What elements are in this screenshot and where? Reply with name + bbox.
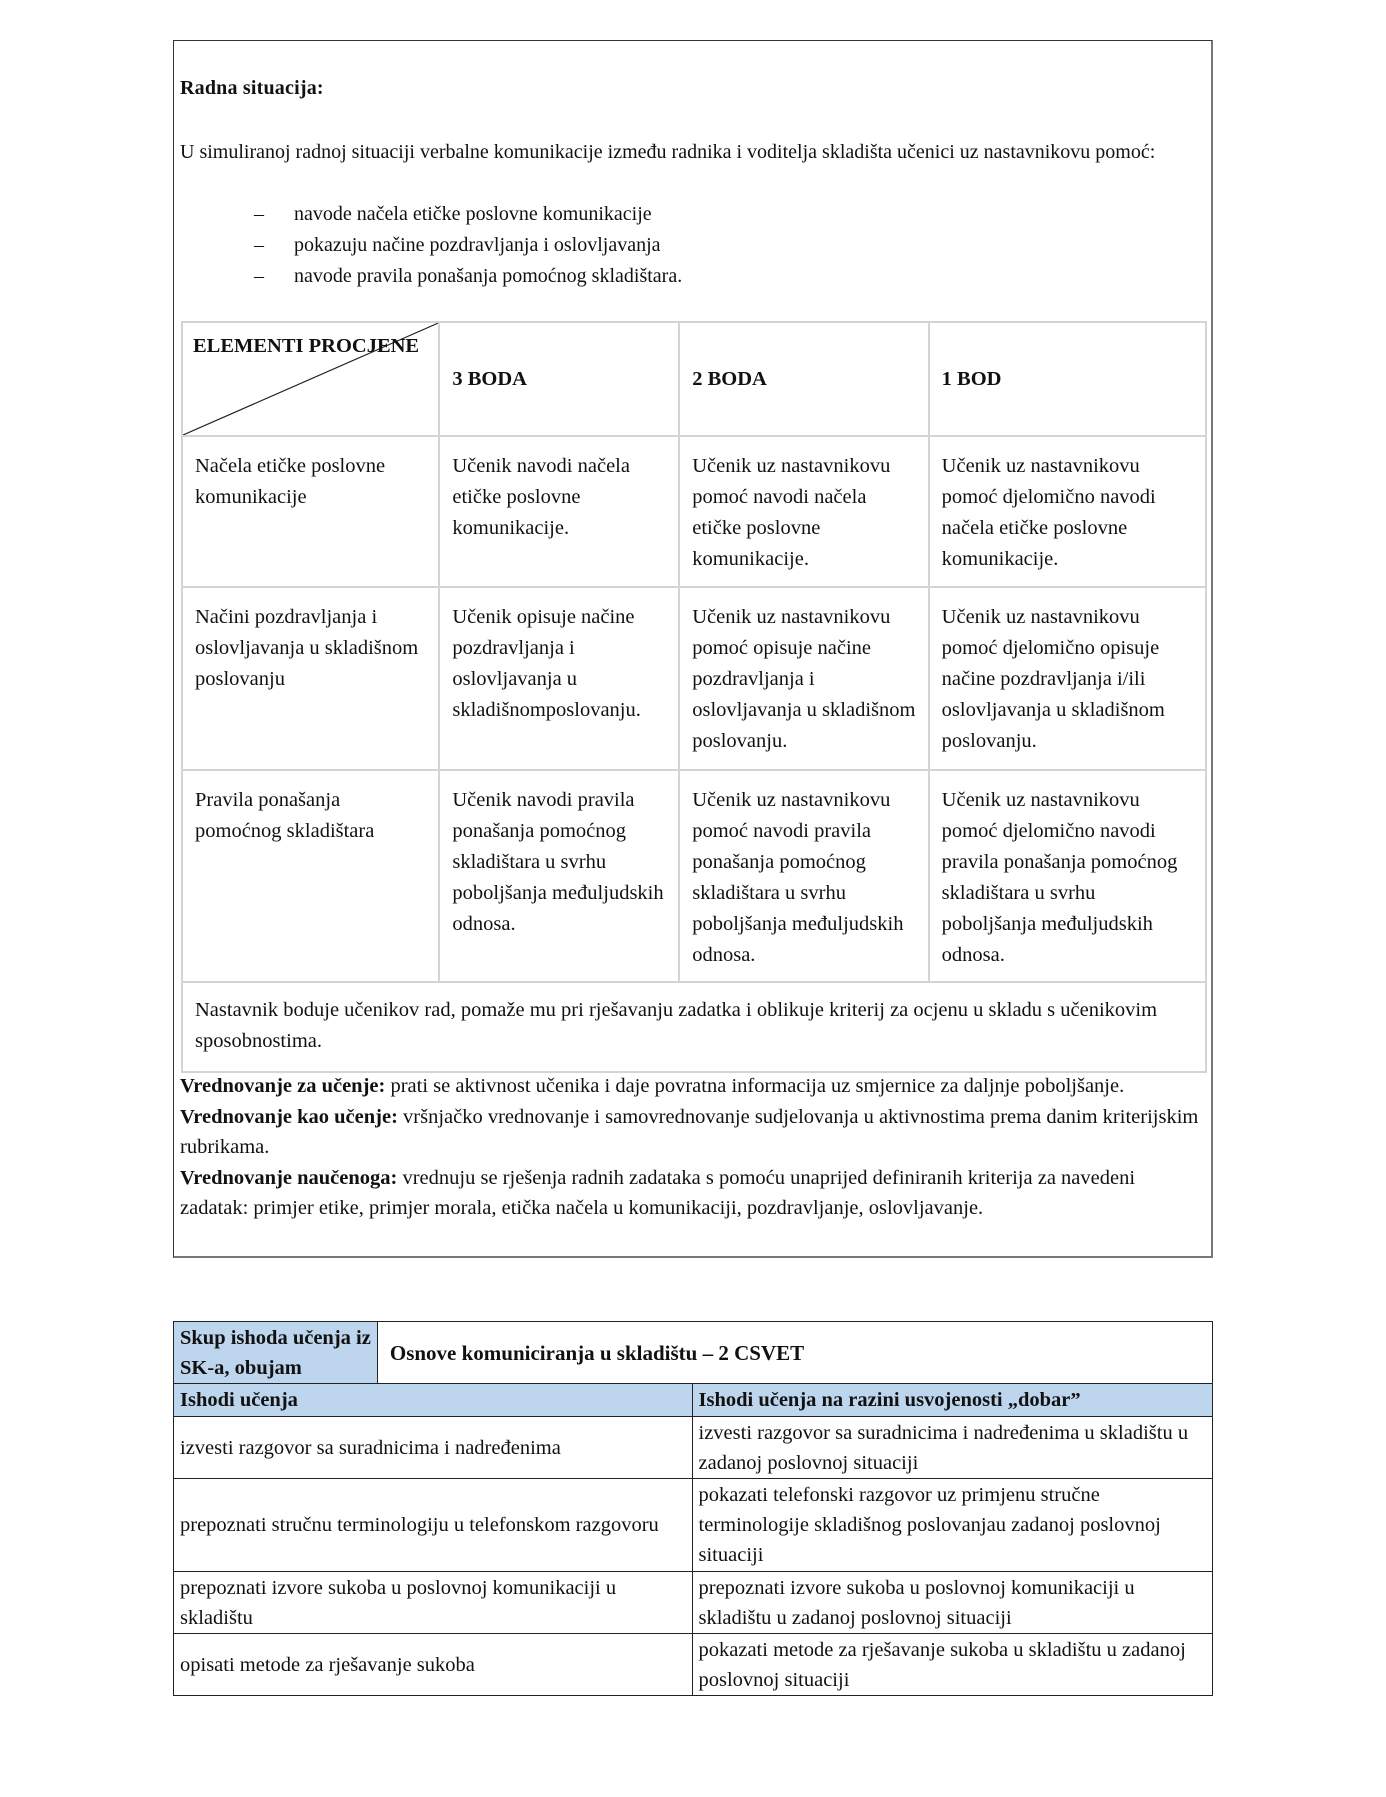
- rubric-row: [182, 770, 1206, 982]
- rubric-cell: Učenik uz nastavnikovu pomoć navodi pravila ponašanja pomoćnog skladištara u svrhu poboljšanja međuljudskih odnosa.: [679, 770, 928, 982]
- rubric-element: Pravila ponašanja pomoćnog skladištara: [182, 770, 439, 982]
- outcomes-set-label: Skup ishoda učenja iz SK-a, obujam: [174, 1322, 378, 1384]
- work-situation-box: [173, 40, 1213, 1258]
- rubric-note-row: [182, 982, 1206, 1072]
- rubric-row: [182, 587, 1206, 770]
- rubric-col-header: 3 BODA: [439, 322, 679, 436]
- rubric-element: Načini pozdravljanja i oslovljavanja u skladišnom poslovanju: [182, 587, 439, 770]
- dash-bullet-icon: –: [254, 265, 264, 287]
- outcomes-row: [174, 1417, 1213, 1479]
- task-list-item: – navode načela etičke poslovne komunikacije: [254, 199, 682, 230]
- outcome-cell: izvesti razgovor sa suradnicima i nadređenima: [174, 1417, 693, 1479]
- dash-bullet-icon: –: [254, 234, 264, 256]
- rubric-cell: Učenik uz nastavnikovu pomoć djelomično opisuje načine pozdravljanja i/ili oslovljavanja u skladišnom poslovanju.: [929, 587, 1206, 770]
- outcomes-header-row: [174, 1322, 1213, 1384]
- rubric-cell: Učenik uz nastavnikovu pomoć navodi načela etičke poslovne komunikacije.: [679, 436, 928, 587]
- rubric-header-row: [182, 322, 1206, 436]
- evaluation-item: Vrednovanje za učenje: prati se aktivnost učenika i daje povratna informacija uz smjernice za daljnje poboljšanje.: [180, 1075, 1125, 1097]
- rubric-cell: Učenik navodi pravila ponašanja pomoćnog skladištara u svrhu poboljšanja međuljudskih odnosa.: [439, 770, 679, 982]
- outcome-cell: opisati metode za rješavanje sukoba: [174, 1634, 693, 1696]
- rubric-col-header: 2 BODA: [679, 322, 928, 436]
- rubric-cell: Učenik navodi načela etičke poslovne komunikacije.: [439, 436, 679, 587]
- rubric-cell: Učenik opisuje načine pozdravljanja i oslovljavanja u skladišnomposlovanju.: [439, 587, 679, 770]
- rubric-corner-cell: ELEMENTI PROCJENE: [182, 322, 439, 436]
- outcomes-row: [174, 1572, 1213, 1634]
- rubric-cell: Učenik uz nastavnikovu pomoć opisuje načine pozdravljanja i oslovljavanja u skladišnom poslovanju.: [679, 587, 928, 770]
- task-list-item: – navode pravila ponašanja pomoćnog skladištara.: [254, 261, 682, 292]
- rubric-col-header: 1 BOD: [929, 322, 1206, 436]
- outcome-cell: izvesti razgovor sa suradnicima i nadređenima u skladištu u zadanoj poslovnoj situaciji: [692, 1417, 1213, 1479]
- outcomes-column-header-row: [174, 1384, 1213, 1417]
- task-list-item: – pokazuju načine pozdravljanja i oslovljavanja: [254, 230, 682, 261]
- outcomes-col-header: Ishodi učenja na razini usvojenosti „dobar”: [692, 1384, 1213, 1417]
- learning-outcomes-table: [173, 1321, 1213, 1696]
- outcomes-row: [174, 1634, 1213, 1696]
- assessment-rubric-table: [181, 321, 1207, 1073]
- rubric-cell: Učenik uz nastavnikovu pomoć djelomično navodi pravila ponašanja pomoćnog skladištara u svrhu poboljšanja međuljudskih odnosa.: [929, 770, 1206, 982]
- dash-bullet-icon: –: [254, 203, 264, 225]
- course-title: Osnove komuniciranja u skladištu – 2 CSVET: [377, 1322, 1212, 1384]
- section-title: Radna situacija:: [180, 77, 324, 99]
- outcomes-col-header: Ishodi učenja: [174, 1384, 693, 1417]
- task-list: [254, 199, 682, 292]
- intro-paragraph: U simuliranoj radnoj situaciji verbalne komunikacije između radnika i voditelja skladišta učenici uz nastavnikovu pomoć:: [180, 141, 1156, 163]
- outcome-cell: prepoznati izvore sukoba u poslovnoj komunikaciji u skladištu u zadanoj poslovnoj situaciji: [692, 1572, 1213, 1634]
- rubric-cell: Učenik uz nastavnikovu pomoć djelomično navodi načela etičke poslovne komunikacije.: [929, 436, 1206, 587]
- evaluation-item: Vrednovanje naučenoga: vrednuju se rješenja radnih zadataka s pomoću unaprijed definiranih kriterija za navedeni zadatak: primjer etike, primjer morala, etička načela u komunikaciji, pozdravljanje, oslovljavanje.: [180, 1166, 1136, 1219]
- outcome-cell: pokazati telefonski razgovor uz primjenu stručne terminologije skladišnog poslovanjau zadanoj poslovnoj situaciji: [692, 1479, 1213, 1572]
- evaluation-item: Vrednovanje kao učenje: vršnjačko vrednovanje i samovrednovanje sudjelovanja u aktivnostima prema danim kriterijskim rubrikama.: [180, 1105, 1199, 1158]
- rubric-note: Nastavnik boduje učenikov rad, pomaže mu pri rješavanju zadatka i oblikuje kriterij za ocjenu u skladu s učenikovim sposobnostima.: [182, 982, 1206, 1072]
- outcomes-row: [174, 1479, 1213, 1572]
- evaluation-section: [180, 1071, 1206, 1224]
- rubric-element: Načela etičke poslovne komunikacije: [182, 436, 439, 587]
- rubric-row: [182, 436, 1206, 587]
- outcome-cell: pokazati metode za rješavanje sukoba u skladištu u zadanoj poslovnoj situaciji: [692, 1634, 1213, 1696]
- outcome-cell: prepoznati stručnu terminologiju u telefonskom razgovoru: [174, 1479, 693, 1572]
- outcome-cell: prepoznati izvore sukoba u poslovnoj komunikaciji u skladištu: [174, 1572, 693, 1634]
